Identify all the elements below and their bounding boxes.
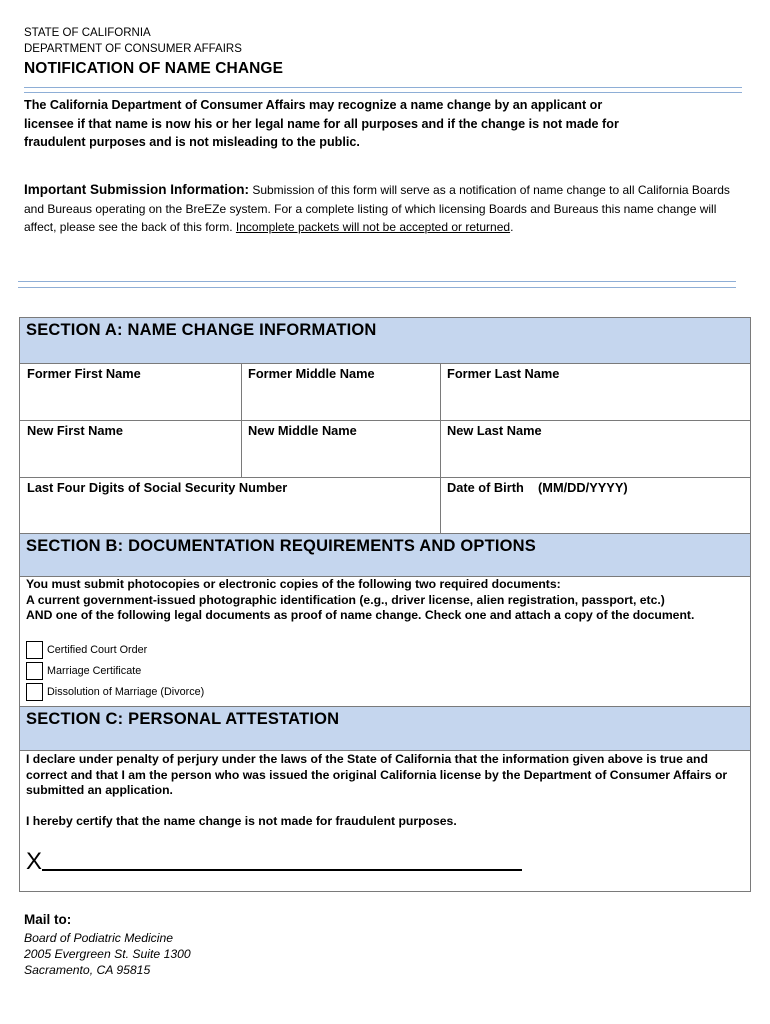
section-a-title: SECTION A: NAME CHANGE INFORMATION — [26, 321, 377, 339]
court-order-checkbox[interactable] — [26, 641, 43, 659]
important-lead: Important Submission Information: — [24, 182, 249, 197]
dob-format: (MM/DD/YYYY) — [538, 480, 628, 495]
section-b-line1: You must submit photocopies or electronic copies of the following two required documents: — [26, 577, 561, 591]
important-underlined: Incomplete packets will not be accepted or returned — [235, 220, 511, 234]
marriage-certificate-checkbox[interactable] — [26, 662, 43, 680]
ssn-field[interactable]: Last Four Digits of Social Security Number — [27, 480, 288, 495]
marriage-certificate-label: Marriage Certificate — [47, 664, 142, 677]
former-first-name-field[interactable]: Former First Name — [27, 366, 141, 381]
signature-field[interactable] — [26, 850, 522, 874]
checkbox-row-marriage[interactable] — [26, 661, 141, 680]
section-b-header — [20, 533, 750, 577]
dissolution-label: Dissolution of Marriage (Divorce) — [47, 685, 205, 698]
checkbox-row-dissolution[interactable] — [26, 682, 204, 701]
dob-label: Date of Birth — [447, 480, 524, 495]
new-last-name-field[interactable]: New Last Name — [447, 423, 542, 438]
mail-recipient: Board of Podiatric Medicine — [24, 931, 174, 945]
signature-x: X — [26, 848, 43, 875]
divider — [24, 87, 742, 88]
signature-line — [42, 869, 522, 871]
header-state: STATE OF CALIFORNIA — [24, 27, 151, 39]
vline — [241, 421, 242, 478]
important-end: . — [510, 220, 514, 234]
new-first-name-field[interactable]: New First Name — [27, 423, 124, 438]
vline — [440, 364, 441, 534]
section-b-line3: AND one of the following legal documents as proof of name change. Check one and attach a copy of the document. — [26, 608, 695, 622]
mail-city: Sacramento, CA 95815 — [24, 963, 151, 977]
divider — [18, 281, 736, 282]
mail-heading: Mail to: — [24, 912, 72, 927]
form-table — [19, 317, 751, 892]
certify-text: I hereby certify that the name change is not made for fraudulent purposes. — [26, 814, 457, 828]
vline — [241, 364, 242, 421]
dob-field[interactable] — [447, 480, 628, 495]
section-a-header — [20, 317, 750, 364]
header-department: DEPARTMENT OF CONSUMER AFFAIRS — [24, 43, 242, 55]
page-title: NOTIFICATION OF NAME CHANGE — [24, 60, 284, 77]
checkbox-row-court-order[interactable] — [26, 640, 147, 659]
section-b-line2: A current government-issued photographic identification (e.g., driver license, alien registration, passport, etc.) — [26, 592, 665, 607]
intro-paragraph: The California Department of Consumer Affairs may recognize a name change by an applicant or licensee if that name is now his or her legal name for all purposes and if the change is not made for fraudulent purposes and is not misleading to the public. — [24, 98, 619, 149]
hline — [20, 477, 750, 478]
divider — [18, 287, 736, 288]
section-b-title: SECTION B: DOCUMENTATION REQUIREMENTS AND OPTIONS — [26, 537, 536, 555]
declaration-text: I declare under penalty of perjury under the laws of the State of California that the information given above is true and correct and that I am the person who was issued the original California license by the Department of Consumer Affairs or submitted an application. — [26, 752, 728, 797]
important-body: Submission of this form will serve as a notification of name change to all California Boards and Bureaus operating on the BreEZe system. For a complete listing of which licensing Boards and Bureaus this name change will affect, please see the back of this form. — [24, 183, 730, 234]
dissolution-checkbox[interactable] — [26, 683, 43, 701]
section-b-instructions — [26, 577, 736, 624]
hline — [20, 420, 750, 421]
important-info — [24, 181, 744, 237]
divider — [24, 92, 742, 93]
mail-street: 2005 Evergreen St. Suite 1300 — [24, 947, 191, 961]
former-last-name-field[interactable]: Former Last Name — [447, 366, 560, 381]
new-middle-name-field[interactable]: New Middle Name — [248, 423, 357, 438]
section-c-header — [20, 706, 750, 751]
former-middle-name-field[interactable]: Former Middle Name — [248, 366, 375, 381]
court-order-label: Certified Court Order — [47, 643, 148, 656]
section-c-title: SECTION C: PERSONAL ATTESTATION — [26, 710, 340, 728]
